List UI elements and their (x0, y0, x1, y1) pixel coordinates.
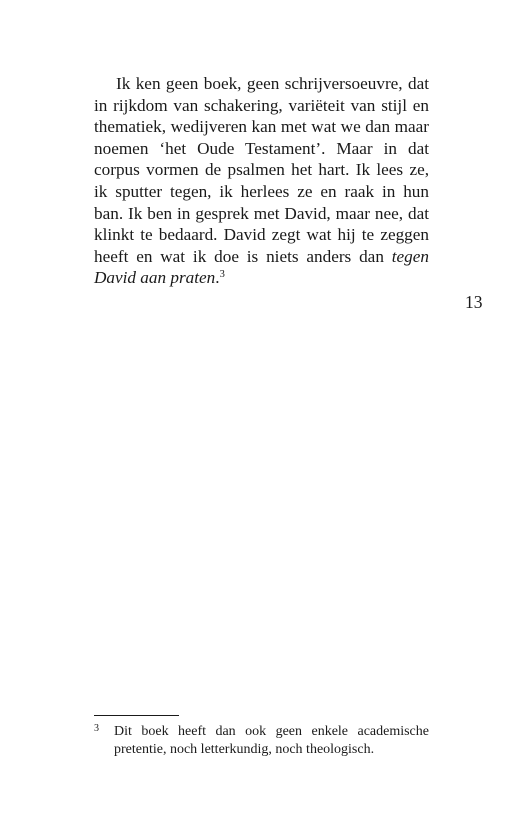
footnote-mark: 3 (94, 723, 99, 734)
paragraph-text: Ik ken geen boek, geen schrijversoeuvre, dat in rijkdom van schakering, variëteit van stijl en thematiek, wedijveren kan met wat we dan maar noemen ‘het Oude Testament’. Maar in dat corpus vormen de psalmen het hart. Ik lees ze, ik sputter tegen, ik herlees ze en raak in hun ban. Ik ben in gesprek met David, maar nee, dat klinkt te bedaard. David zegt wat hij te zeggen heeft en wat ik doe is niets anders dan (94, 74, 429, 266)
footnote (94, 723, 429, 758)
footnote-text: Dit boek heeft dan ook geen enkele academische pretentie, noch letterkundig, noch theologisch. (114, 724, 429, 757)
footnote-reference: 3 (219, 269, 225, 281)
page-number: 13 (465, 292, 483, 312)
body-paragraph (94, 73, 429, 289)
footnote-divider (94, 715, 179, 716)
paragraph-end: . (215, 268, 220, 288)
paragraph-italic-phrase: tegen David aan praten (94, 246, 429, 288)
